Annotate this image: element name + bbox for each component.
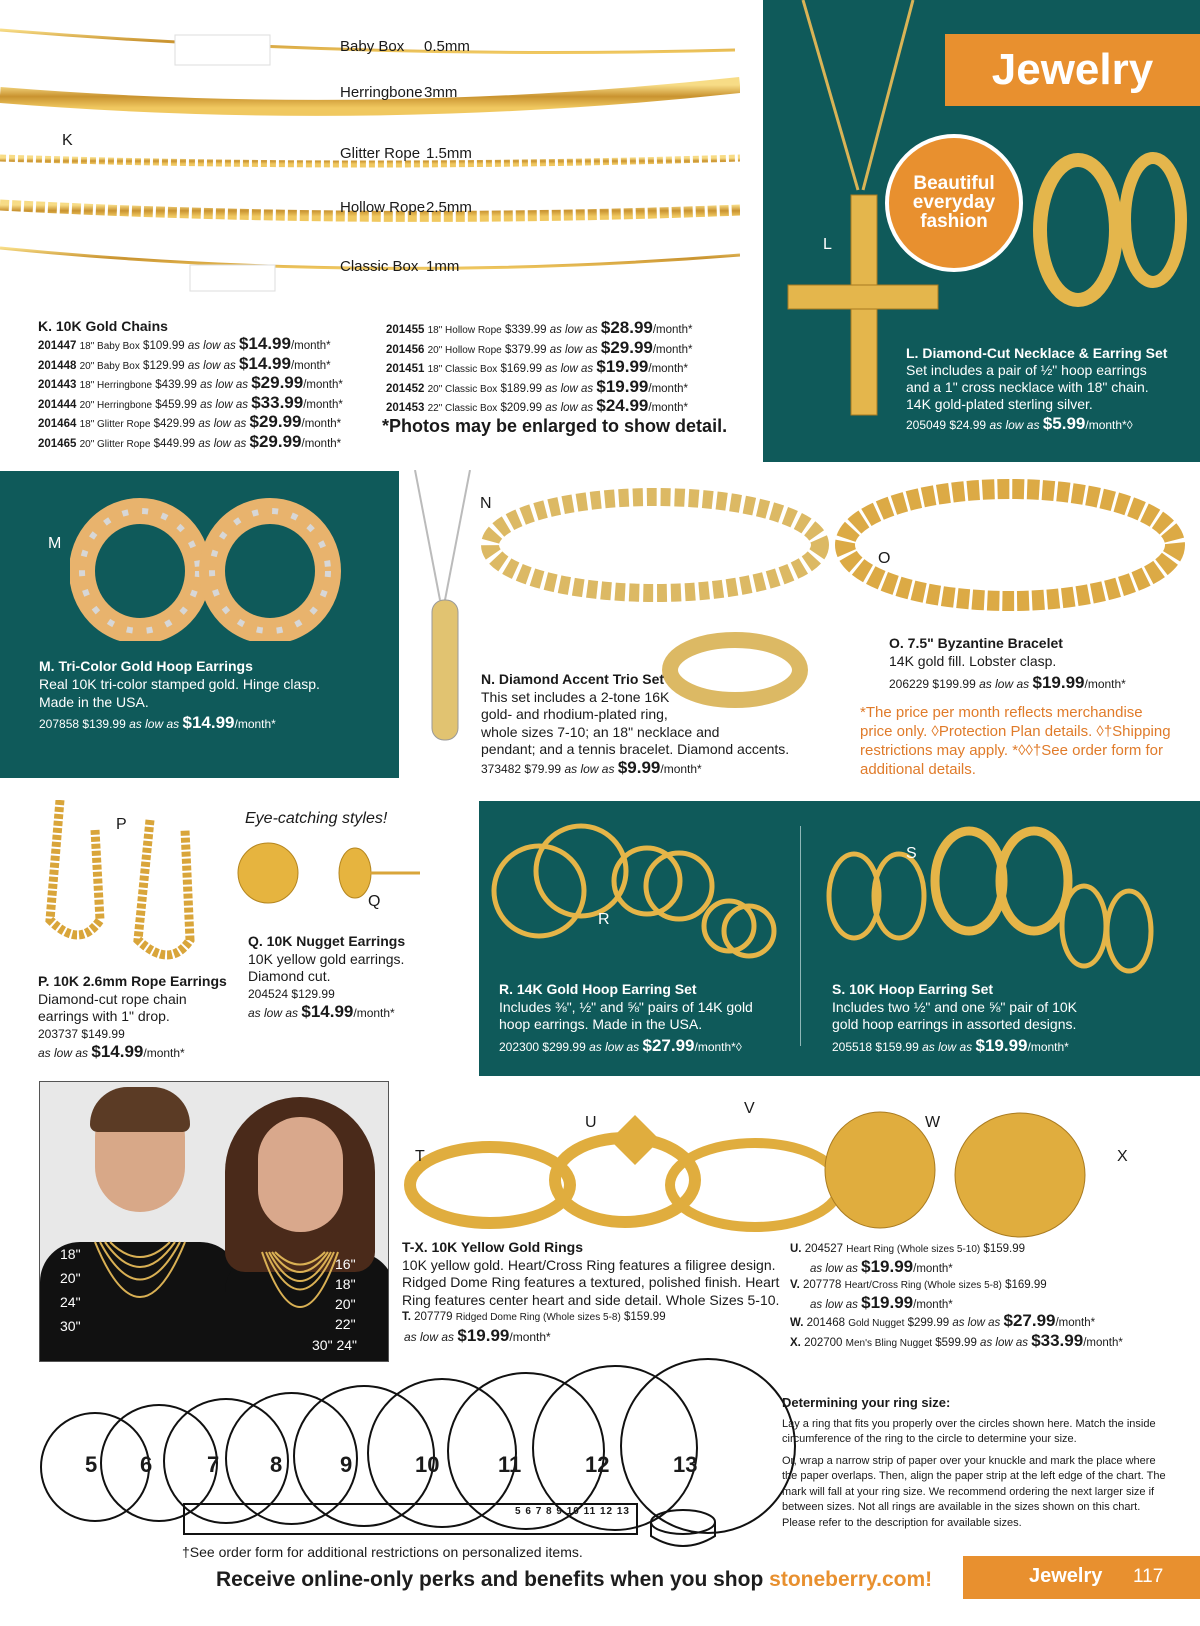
monthly-price: $33.99: [1031, 1330, 1084, 1350]
ring-size-label: 13: [673, 1452, 698, 1477]
per-month: /month*: [913, 1262, 953, 1275]
m-description: M. Tri-Color Gold Hoop Earrings Real 10K tri-color stamped gold. Hinge clasp. Made in the USA. 207858 $139.99 as low as $14.99/month*: [39, 658, 320, 732]
chain-price-row: [38, 431, 343, 454]
m-letter: M: [48, 535, 62, 552]
monthly-price: $24.99: [596, 396, 649, 415]
hoop-set-10k-photo: [819, 826, 1189, 981]
p-letter: P: [116, 816, 127, 833]
photo-note: *Photos may be enlarged to show detail.: [382, 416, 728, 436]
as-low-as: as low as: [200, 379, 248, 391]
header-tab-jewelry: Jewelry: [945, 34, 1200, 106]
monthly-price: $29.99: [249, 412, 302, 431]
ring-size-label: 8: [270, 1452, 283, 1477]
sku: 201452: [386, 382, 425, 395]
chain-label-1: Baby Box 0.5mm: [340, 38, 470, 55]
sku: 207778: [803, 1279, 842, 1291]
hoop-earrings-photo: [1033, 140, 1193, 315]
nugget-earrings-photo: [235, 835, 435, 915]
q-description: Q. 10K Nugget Earrings 10K yellow gold earrings. Diamond cut. 204524 $129.99 as low as $14.99/month*: [248, 933, 406, 1021]
as-low-as: as low as: [187, 359, 236, 372]
ring-price-row: [790, 1330, 1123, 1353]
item-desc: 20" Herringbone: [79, 399, 153, 411]
item-desc: 20" Glitter Rope: [79, 438, 151, 450]
o-description: O. 7.5" Byzantine Bracelet 14K gold fill. Lobster clasp. 206229 $199.99 as low as $19.99/month*: [889, 635, 1126, 692]
item-desc: Heart/Cross Ring (Whole sizes 5-8): [844, 1280, 1002, 1291]
chains-list-right: [386, 320, 693, 418]
divider: [800, 826, 801, 1046]
badge-beautiful-everyday: Beautiful everyday fashion: [885, 134, 1023, 272]
rings-photo: [400, 1105, 1130, 1240]
q-letter: Q: [368, 893, 381, 910]
as-low-as: as low as: [810, 1298, 858, 1311]
sku: 201465: [38, 437, 77, 450]
chain-price-row: [38, 336, 343, 356]
per-month: /month*: [652, 324, 693, 336]
chains-list-left: [38, 336, 343, 453]
as-low-as: as low as: [952, 1317, 1001, 1329]
price-disclaimer: *The price per month reflects merchandise price only. ◊Protection Plan details. ◊†Shipping restrictions may apply. *◊◊†See order form for additional details.: [860, 704, 1171, 778]
sku: 201455: [386, 324, 425, 336]
ring-size-label: 11: [498, 1452, 522, 1477]
ring-code: V.: [790, 1279, 800, 1291]
per-month: /month*: [290, 340, 331, 352]
price: $439.99: [155, 379, 197, 391]
ring-sizer-strip: [183, 1503, 638, 1535]
item-desc: 18" Hollow Rope: [427, 325, 502, 336]
ring-price-row: [790, 1277, 1123, 1295]
monthly-price: $14.99: [238, 334, 291, 353]
chain-label-2: Herringbone 3mm: [340, 84, 458, 101]
woman-chain-lengths: 16" 18" 20" 22": [335, 1256, 356, 1332]
ring-letter-v: V: [744, 1100, 755, 1117]
price: $599.99: [935, 1336, 977, 1349]
ring-size-instructions: Determining your ring size: Lay a ring that fits you properly over the circles shown here. Match the inside circumference of the ring to the circle to determine your size. Or, wrap a narrow strip of paper over your knuckle and mark the place where the paper overlaps. Then, align the paper strip at the left edge of the chart. The mark will fall at your ring size. We recommend ordering the next larger size if between sizes. Not all rings are available in the sizes shown on this chart. Please refer to the description for available sizes.: [782, 1395, 1166, 1529]
rings-price-list: [790, 1241, 1123, 1352]
n-letter: N: [480, 495, 492, 512]
n-description: N. Diamond Accent Trio Set This set includes a 2-tone 16K gold- and rhodium-plated ring, whole sizes 7-10; an 18" necklace and pendant; and a tennis bracelet. Diamond accents. 373482 $79.99 as low as $9.99/month*: [481, 671, 790, 777]
man-chain-lengths: 18" 20" 24" 30": [60, 1246, 81, 1334]
sku: 204527: [804, 1243, 844, 1255]
footer-promo: Receive online-only perks and benefits when you shop stoneberry.com!: [216, 1568, 933, 1591]
ring-size-label: 10: [415, 1452, 440, 1477]
ring-letter-w: W: [925, 1114, 941, 1131]
footer-section-tab: Jewelry 117: [963, 1556, 1200, 1599]
per-month: /month*: [301, 418, 342, 430]
as-low-as: as low as: [549, 343, 598, 356]
page-number: 117: [1133, 1566, 1164, 1587]
as-low-as: as low as: [200, 398, 248, 411]
r-letter: R: [598, 911, 610, 928]
sku: 202700: [804, 1336, 843, 1349]
chain-price-row: [386, 398, 693, 418]
as-low-as: as low as: [810, 1262, 858, 1275]
as-low-as: as low as: [187, 340, 236, 352]
price: $209.99: [500, 402, 543, 414]
as-low-as: as low as: [545, 363, 594, 375]
s-letter: S: [906, 845, 917, 862]
sku: 201444: [38, 398, 77, 411]
panel-rs: [479, 801, 1200, 1076]
item-desc: 18" Glitter Rope: [79, 419, 151, 430]
per-month: /month*: [1083, 1336, 1123, 1349]
price: $189.99: [500, 382, 543, 395]
monthly-price: $29.99: [251, 373, 304, 392]
sku: 201468: [806, 1317, 845, 1329]
item-desc: 18" Classic Box: [427, 364, 498, 375]
l-letter: L: [823, 236, 832, 253]
sku: 201443: [38, 379, 77, 391]
price: $109.99: [143, 340, 185, 352]
sku: 201447: [38, 340, 77, 352]
ring-code: X.: [790, 1336, 801, 1349]
as-low-as: as low as: [198, 418, 247, 430]
as-low-as: as low as: [545, 402, 594, 414]
monthly-price: $33.99: [251, 392, 304, 412]
monthly-price: $28.99: [600, 318, 653, 337]
price: $459.99: [155, 398, 197, 411]
price: $159.99: [983, 1243, 1025, 1255]
price: $449.99: [153, 437, 196, 450]
per-month: /month*: [913, 1298, 953, 1311]
o-letter: O: [878, 550, 891, 567]
hoop-set-14k-photo: [489, 816, 789, 976]
per-month: /month*: [652, 343, 693, 356]
ring-size-label: 5: [85, 1452, 98, 1477]
per-month: /month*: [303, 398, 343, 411]
l-description: L. Diamond-Cut Necklace & Earring Set Set includes a pair of ½" hoop earrings and a 1" cross necklace with 18" chain. 14K gold-plated sterling silver. 205049 $24.99 as low as $5.99/month*◊: [906, 345, 1168, 433]
as-low-as: as low as: [549, 324, 598, 336]
monthly-price: $19.99: [861, 1256, 914, 1276]
as-low-as: as low as: [980, 1336, 1028, 1349]
panel-m: [0, 471, 399, 778]
item-desc: 22" Classic Box: [427, 403, 498, 414]
ring-letter-x: X: [1117, 1148, 1128, 1165]
rings-description: T-X. 10K Yellow Gold Rings 10K yellow gold. Heart/Cross Ring features a filigree design. Ridged Dome Ring features a textured, polished finish. Heart Ring features center heart and side detail. Whole Sizes 5-10. T. 207779 Ridged Dome Ring (Whole sizes 5-8) $159.99 as low as $19.99/month*: [402, 1239, 780, 1345]
monthly-price: $19.99: [596, 376, 649, 396]
price: $169.99: [1005, 1279, 1047, 1291]
monthly-price: $19.99: [861, 1292, 914, 1312]
chain-label-5: Classic Box 1mm: [340, 258, 460, 275]
item-desc: 20" Classic Box: [427, 383, 498, 395]
as-low-as: as low as: [545, 382, 594, 395]
ring-size-label: 12: [585, 1452, 610, 1477]
woman-face: [258, 1117, 343, 1232]
item-desc: Gold Nugget: [848, 1318, 905, 1329]
as-low-as: as low as: [198, 437, 247, 450]
strip-scale: 5 6 7 8 9 10 11 12 13: [515, 1506, 630, 1517]
eye-catching-label: Eye-catching styles!: [245, 810, 388, 827]
sku: 201453: [386, 402, 425, 414]
ring-size-label: 9: [340, 1452, 353, 1477]
price: $129.99: [143, 359, 185, 372]
woman-chain-lengths-bottom: 30" 24": [312, 1337, 357, 1353]
sku: 201451: [386, 363, 425, 375]
per-month: /month*: [1055, 1317, 1096, 1329]
sku: 201448: [38, 359, 77, 372]
chain-label-3: Glitter Rope 1.5mm: [340, 145, 472, 162]
p-description: P. 10K 2.6mm Rope Earrings Diamond-cut rope chain earrings with 1" drop. 203737 $149.99 as low as $14.99/month*: [38, 973, 227, 1061]
ring-size-label: 7: [207, 1452, 220, 1477]
item-desc: 20" Baby Box: [79, 360, 140, 372]
r-description: R. 14K Gold Hoop Earring Set Includes ⅜", ½" and ⅝" pairs of 14K gold hoop earrings. Made in the USA. 202300 $299.99 as low as $27.99/month*◊: [499, 981, 753, 1055]
ring-code: W.: [790, 1317, 804, 1329]
per-month: /month*: [648, 402, 689, 414]
per-month: /month*: [648, 382, 689, 395]
ring-letter-t: T: [415, 1148, 425, 1165]
per-month: /month*: [303, 379, 343, 391]
per-month: /month*: [648, 363, 689, 375]
monthly-price: $19.99: [596, 357, 649, 376]
per-month: /month*: [290, 359, 331, 372]
item-desc: 18" Baby Box: [79, 341, 140, 352]
s-description: S. 10K Hoop Earring Set Includes two ½" and one ⅝" pair of 10K gold hoop earrings in assorted designs. 205518 $159.99 as low as $19.99/month*: [832, 981, 1077, 1055]
item-desc: Heart Ring (Whole sizes 5-10): [846, 1244, 981, 1255]
tri-color-hoops-photo: [70, 491, 350, 641]
ring-monthly-row: [790, 1256, 1123, 1278]
chain-letter: K: [62, 132, 73, 149]
ring-size-label: 6: [140, 1452, 153, 1477]
monthly-price: $29.99: [249, 431, 302, 451]
footer-site-link[interactable]: stoneberry.com!: [769, 1568, 933, 1591]
personalized-footnote: †See order form for additional restrictions on personalized items.: [182, 1544, 583, 1560]
price: $379.99: [504, 343, 547, 356]
price: $299.99: [907, 1317, 950, 1329]
price: $339.99: [504, 324, 547, 336]
monthly-price: $29.99: [600, 337, 653, 357]
item-desc: 20" Hollow Rope: [427, 344, 502, 356]
ring-monthly-row: [790, 1292, 1123, 1314]
chains-title: K. 10K Gold Chains: [38, 318, 168, 334]
price: $169.99: [500, 363, 543, 375]
man-hair: [90, 1087, 190, 1132]
sku: 201456: [386, 343, 425, 356]
monthly-price: $14.99: [238, 353, 291, 373]
per-month: /month*: [301, 437, 342, 450]
monthly-price: $27.99: [1003, 1311, 1056, 1330]
item-desc: 18" Herringbone: [79, 380, 153, 391]
ring-letter-u: U: [585, 1114, 597, 1131]
item-desc: Men's Bling Nugget: [845, 1337, 933, 1349]
paper-strip-illustration: [648, 1500, 723, 1555]
chain-label-4: Hollow Rope 2.5mm: [340, 199, 472, 216]
ring-price-row: [790, 1241, 1123, 1259]
chain-length-models-photo: [39, 1081, 389, 1362]
panel-l: [763, 0, 1200, 462]
ring-code: U.: [790, 1243, 802, 1255]
sku: 201464: [38, 418, 77, 430]
price: $429.99: [153, 418, 196, 430]
